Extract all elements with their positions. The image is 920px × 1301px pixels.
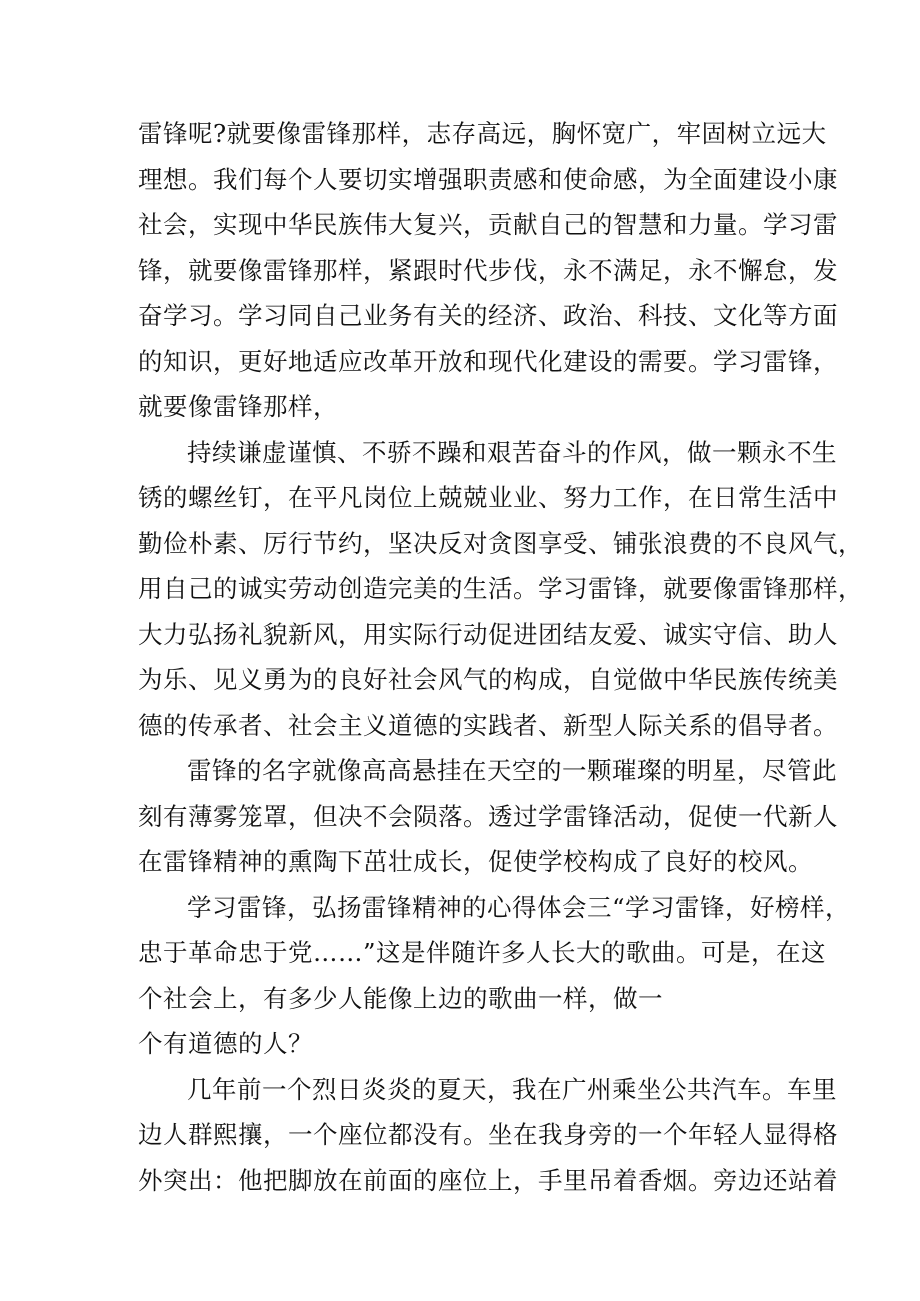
text-line: 雷锋的名字就像高高悬挂在天空的一颗璀璨的明星，尽管此 [187, 756, 837, 785]
text-line: 刻有薄雾笼罩，但决不会陨落。透过学雷锋活动，促使一代新人 [138, 802, 838, 831]
text-line: 几年前一个烈日炎炎的夏天，我在广州乘坐公共汽车。车里 [187, 1075, 837, 1104]
text-line: 学习雷锋，弘扬雷锋精神的心得体会三“学习雷锋，好榜样， [187, 893, 851, 922]
text-line: 在雷锋精神的熏陶下茁壮成长，促使学校构成了良好的校风。 [138, 847, 813, 876]
text-line: 社会，实现中华民族伟大复兴，贡献自己的智慧和力量。学习雷 [138, 210, 838, 239]
text-line: 个社会上，有多少人能像上边的歌曲一样，做一 [138, 984, 663, 1013]
text-line: 个有道德的人？ [138, 1029, 313, 1058]
text-line: 大力弘扬礼貌新风，用实际行动促进团结友爱、诚实守信、助人 [138, 620, 838, 649]
text-line: 锈的螺丝钉，在平凡岗位上兢兢业业、努力工作，在日常生活中 [138, 483, 838, 512]
text-line: 边人群熙攘，一个座位都没有。坐在我身旁的一个年轻人显得格 [138, 1120, 838, 1149]
text-line: 锋，就要像雷锋那样，紧跟时代步伐，永不满足，永不懈怠，发 [138, 256, 838, 285]
text-line: 持续谦虚谨慎、不骄不躁和艰苦奋斗的作风，做一颗永不生 [187, 438, 837, 467]
text-line: 为乐、见义勇为的良好社会风气的构成，自觉做中华民族传统美 [138, 665, 838, 694]
text-line: 用自己的诚实劳动创造完美的生活。学习雷锋，就要像雷锋那样， [138, 574, 863, 603]
text-line: 就要像雷锋那样， [138, 392, 338, 421]
text-line: 的知识，更好地适应改革开放和现代化建设的需要。学习雷锋， [138, 347, 838, 376]
text-line: 勤俭朴素、厉行节约，坚决反对贪图享受、铺张浪费的不良风气， [138, 529, 863, 558]
text-line: 雷锋呢?就要像雷锋那样，志存高远，胸怀宽广，牢固树立远大 [138, 119, 827, 148]
text-line: 奋学习。学习同自己业务有关的经济、政治、科技、文化等方面 [138, 301, 838, 330]
text-line: 理想。我们每个人要切实增强职责感和使命感，为全面建设小康 [138, 165, 838, 194]
text-line: 外突出：他把脚放在前面的座位上，手里吊着香烟。旁边还站着 [138, 1166, 838, 1195]
text-line: 德的传承者、社会主义道德的实践者、新型人际关系的倡导者。 [138, 711, 838, 740]
text-line: 忠于革命忠于党……”这是伴随许多人长大的歌曲。可是，在这 [138, 938, 827, 967]
